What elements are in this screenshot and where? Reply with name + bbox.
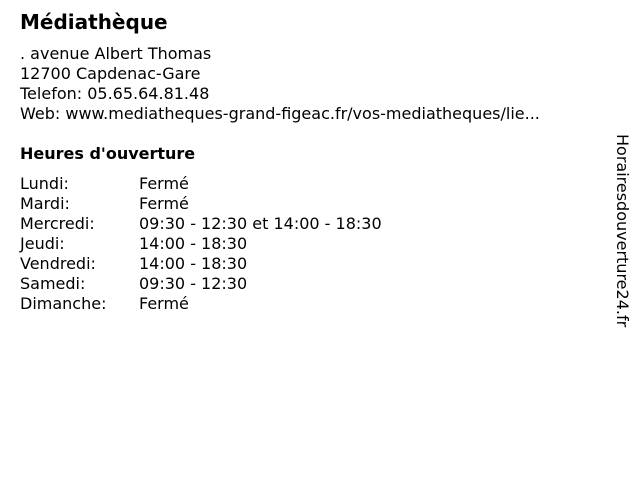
day-label: Lundi: bbox=[20, 174, 69, 193]
opening-hours-heading: Heures d'ouverture bbox=[20, 144, 196, 163]
street-address: . avenue Albert Thomas bbox=[20, 44, 212, 63]
hours-value: Fermé bbox=[139, 194, 189, 213]
day-label: Samedi: bbox=[20, 274, 86, 293]
phone-number: Telefon: 05.65.64.81.48 bbox=[20, 84, 210, 103]
hours-value: Fermé bbox=[139, 174, 189, 193]
site-watermark: Horairesdouverture24.fr bbox=[613, 134, 632, 328]
hours-value: 09:30 - 12:30 bbox=[139, 274, 248, 293]
hours-value: 09:30 - 12:30 et 14:00 - 18:30 bbox=[139, 214, 382, 233]
hours-value: 14:00 - 18:30 bbox=[139, 254, 248, 273]
day-label: Mardi: bbox=[20, 194, 70, 213]
city-postcode: 12700 Capdenac-Gare bbox=[20, 64, 201, 83]
hours-value: 14:00 - 18:30 bbox=[139, 234, 248, 253]
day-label: Vendredi: bbox=[20, 254, 96, 273]
place-name: Médiathèque bbox=[20, 10, 168, 34]
website-link[interactable]: Web: www.mediatheques-grand-figeac.fr/vos-mediatheques/lie... bbox=[20, 104, 540, 123]
day-label: Jeudi: bbox=[20, 234, 65, 253]
day-label: Dimanche: bbox=[20, 294, 107, 313]
address-block bbox=[20, 44, 540, 124]
day-label: Mercredi: bbox=[20, 214, 95, 233]
hours-value: Fermé bbox=[139, 294, 189, 313]
